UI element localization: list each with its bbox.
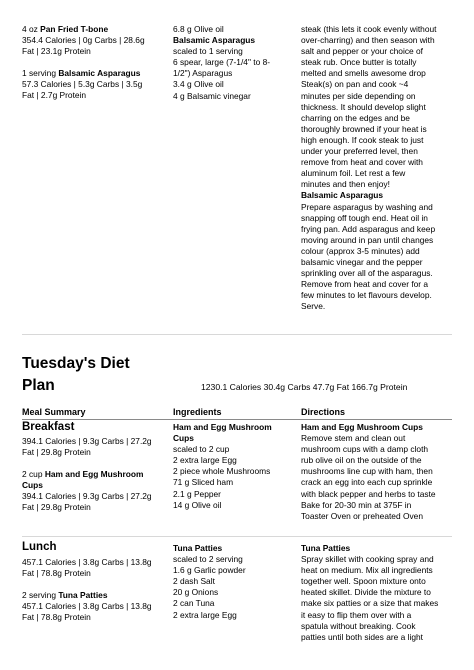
- bold-text: Balsamic Asparagus: [301, 190, 384, 201]
- plan-title-line-1: Tuesday's Diet: [22, 355, 130, 372]
- text-line: [173, 79, 298, 90]
- bold-text: Cups: [173, 433, 194, 444]
- text-line: [301, 565, 456, 576]
- text-line: [301, 113, 456, 124]
- text-line: [301, 246, 456, 257]
- breakfast-title: Breakfast: [22, 421, 75, 433]
- text-line: [22, 612, 172, 623]
- text-line: [301, 511, 456, 522]
- text-line: [301, 24, 456, 35]
- text-line: [173, 466, 298, 477]
- text-line: [301, 57, 456, 68]
- text: 4 oz: [22, 24, 41, 34]
- text-line: [173, 587, 298, 598]
- text: minutes per side depending on: [301, 90, 416, 101]
- text-line: [301, 257, 456, 268]
- text-line: [173, 57, 298, 68]
- text: Fat | 78.8g Protein: [22, 568, 91, 579]
- text-line: [22, 480, 172, 491]
- text-line: [301, 68, 456, 79]
- text: patties until both sides are a light: [301, 631, 423, 642]
- text: Prepare asparagus by washing and: [301, 201, 433, 212]
- text: 457.1 Calories | 3.8g Carbs | 13.8g: [22, 601, 152, 612]
- text-line: [173, 444, 298, 455]
- text: Fat | 2.7g Protein: [22, 90, 87, 101]
- text-line: [173, 455, 298, 466]
- bold-text: Balsamic Asparagus: [173, 35, 256, 46]
- text-line: [173, 543, 298, 554]
- text: Fat | 29.8g Protein: [22, 502, 91, 513]
- plan-title-line-2: Plan: [22, 377, 55, 394]
- text: 1 serving: [22, 68, 59, 79]
- text: 354.4 Calories | 0g Carbs | 28.6g: [22, 35, 145, 46]
- text: steak rub. Once butter is totally: [301, 57, 417, 68]
- text-line: [173, 68, 298, 79]
- text: 6.8 g Olive oil: [173, 24, 224, 34]
- text: 4 g Balsamic vinegar: [173, 90, 251, 101]
- prev-ingredients-column: [173, 24, 298, 102]
- text-line: [173, 500, 298, 511]
- text-line: [301, 279, 456, 290]
- breakfast-ingredients: [173, 422, 298, 511]
- text: 2 cup: [22, 469, 45, 480]
- text: thoroughly browned if your heat is: [301, 123, 427, 134]
- text-line: [173, 576, 298, 587]
- text: crack an egg into each cup sprinkle: [301, 477, 433, 488]
- bold-text: Ham and Egg Mushroom Cups: [301, 422, 423, 432]
- text-line: [301, 235, 456, 246]
- text: melted and smells awesome drop: [301, 68, 426, 79]
- text: with black pepper and herbs to taste: [301, 488, 436, 499]
- text-line: [301, 124, 456, 135]
- text: balsamic vinegar and the pepper: [301, 256, 423, 267]
- text-line: [301, 35, 456, 46]
- text: spatula without breaking. Cook: [301, 620, 416, 631]
- text-line: [22, 502, 172, 513]
- text-line: [301, 433, 456, 444]
- text: 20 g Onions: [173, 587, 219, 598]
- text-line: [301, 489, 456, 500]
- prev-meal-summary-column: [22, 24, 172, 102]
- bold-text: Tuna Patties: [301, 543, 351, 553]
- text: 2.1 g Pepper: [173, 488, 221, 499]
- text-line: [301, 179, 456, 190]
- text-line: [301, 168, 456, 179]
- text-line: [301, 190, 456, 201]
- text-line: [301, 146, 456, 157]
- text-line: [301, 444, 456, 455]
- text-line: [22, 46, 172, 57]
- text-line: [173, 554, 298, 565]
- text: scaled to 1 serving: [173, 46, 243, 57]
- text-line: [173, 24, 298, 35]
- text: 2 can Tuna: [173, 598, 215, 609]
- text: Fat | 29.8g Protein: [22, 447, 91, 458]
- text-line: [301, 621, 456, 632]
- text: snapping off tough end. Heat oil in: [301, 212, 428, 223]
- meal-divider: [22, 536, 452, 537]
- text-line: [301, 202, 456, 213]
- spacer: [22, 57, 172, 68]
- text: 57.3 Calories | 5.3g Carbs | 3.5g: [22, 79, 143, 90]
- text: Remove from heat and cover for a: [301, 279, 429, 290]
- text-line: [301, 554, 456, 565]
- text: heat on medium. Mix all ingredients: [301, 565, 433, 576]
- text: mushrooms line cup with ham, then: [301, 466, 433, 477]
- text: under your preferred level, then: [301, 146, 418, 157]
- text-line: [301, 466, 456, 477]
- text-line: [301, 477, 456, 488]
- text: 6 spear, large (7-1/4" to 8-: [173, 57, 271, 68]
- text-line: [173, 46, 298, 57]
- bold-text: Ham and Egg Mushroom: [44, 469, 144, 480]
- text-line: [301, 157, 456, 168]
- text-line: [22, 590, 172, 601]
- prev-directions-column: [301, 24, 456, 312]
- ingredients-header: Ingredients: [173, 407, 222, 417]
- bold-text: Tuna Patties: [173, 543, 223, 553]
- text: 394.1 Calories | 9.3g Carbs | 27.2g: [22, 436, 152, 446]
- directions-header: Directions: [301, 407, 346, 417]
- text: 2 extra large Egg: [173, 455, 237, 466]
- text-line: [301, 610, 456, 621]
- text: minutes and then enjoy!: [301, 179, 390, 190]
- text: heated skillet. Divide the mixture to: [301, 587, 431, 598]
- text: 457.1 Calories | 3.8g Carbs | 13.8g: [22, 557, 152, 567]
- lunch-title: Lunch: [22, 541, 57, 553]
- text-line: [301, 91, 456, 102]
- text-line: [301, 455, 456, 466]
- text-line: [173, 433, 298, 444]
- text-line: [22, 90, 172, 101]
- text: mushroom cups with a damp cloth: [301, 444, 429, 455]
- text-line: [22, 469, 172, 480]
- text: it easy to flip them over with a: [301, 609, 412, 620]
- text: thickness. It should develop slight: [301, 101, 426, 112]
- text-line: [301, 268, 456, 279]
- text-line: [173, 489, 298, 500]
- text: 2 serving: [22, 590, 59, 601]
- text: 2 dash Salt: [173, 576, 215, 587]
- bold-text: Balsamic Asparagus: [58, 68, 141, 79]
- text: scaled to 2 cup: [173, 444, 230, 455]
- breakfast-summary: [22, 436, 172, 514]
- text-line: [301, 500, 456, 511]
- text-line: [22, 79, 172, 90]
- section-divider: [22, 334, 452, 335]
- text-line: [22, 568, 172, 579]
- text: together well. Spoon mixture onto: [301, 576, 426, 587]
- text-line: [301, 543, 456, 554]
- text-line: [301, 135, 456, 146]
- text: Fat | 78.8g Protein: [22, 612, 91, 623]
- text-line: [173, 35, 298, 46]
- text-line: [173, 477, 298, 488]
- text-line: [22, 447, 172, 458]
- text-line: [22, 557, 172, 568]
- text: over-charring) and then season with: [301, 35, 435, 46]
- text-line: [173, 610, 298, 621]
- text: 14 g Olive oil: [173, 499, 222, 510]
- spacer: [22, 579, 172, 590]
- text: sprinkling over all of the asparagus.: [301, 268, 433, 279]
- text-line: [301, 79, 456, 90]
- bold-text: Pan Fried T-bone: [40, 24, 109, 34]
- text: aluminum foil. Let rest a few: [301, 168, 406, 179]
- lunch-ingredients: [173, 543, 298, 621]
- text: scaled to 2 serving: [173, 554, 243, 565]
- text: 2 extra large Egg: [173, 609, 237, 620]
- text: rub olive oil on the outside of the: [301, 455, 422, 466]
- text-line: [22, 436, 172, 447]
- text: 1.6 g Garlic powder: [173, 565, 246, 576]
- bold-text: Cups: [22, 480, 43, 491]
- text: 1/2") Asparagus: [173, 68, 233, 79]
- header-divider: [22, 419, 452, 420]
- text-line: [301, 422, 456, 433]
- breakfast-directions: [301, 422, 456, 522]
- text: Bake for 20-30 min at 375F in: [301, 499, 412, 510]
- text: few minutes to let flavours develop.: [301, 290, 432, 301]
- text: Spray skillet with cooking spray and: [301, 554, 434, 565]
- text-line: [301, 224, 456, 235]
- text: 3.4 g Olive oil: [173, 79, 224, 90]
- text-line: [22, 601, 172, 612]
- text: charring on the edges and be: [301, 112, 410, 123]
- spacer: [22, 458, 172, 469]
- text: salt and pepper or your choice of: [301, 46, 423, 57]
- text-line: [22, 35, 172, 46]
- text-line: [301, 632, 456, 643]
- text: 71 g Sliced ham: [173, 477, 234, 488]
- text: make six patties or a size that makes: [301, 598, 439, 609]
- text-line: [301, 587, 456, 598]
- text-line: [22, 24, 172, 35]
- lunch-summary: [22, 557, 172, 623]
- bold-text: Ham and Egg Mushroom: [173, 422, 272, 432]
- text-line: [301, 102, 456, 113]
- meal-summary-header: Meal Summary: [22, 407, 86, 417]
- text: 394.1 Calories | 9.3g Carbs | 27.2g: [22, 491, 152, 502]
- text: Steak(s) on pan and cook ~4: [301, 79, 409, 90]
- text-line: [301, 290, 456, 301]
- text-line: [173, 422, 298, 433]
- text: high enough. If cook steak to just: [301, 134, 424, 145]
- text-line: [22, 68, 172, 79]
- lunch-directions: [301, 543, 456, 643]
- text: Remove stem and clean out: [301, 433, 406, 444]
- text: 2 piece whole Mushrooms: [173, 466, 271, 477]
- text-line: [173, 565, 298, 576]
- text-line: [173, 598, 298, 609]
- text-line: [301, 46, 456, 57]
- text: steak (this lets it cook evenly without: [301, 24, 437, 34]
- text: Toaster Oven or preheated Oven: [301, 510, 423, 521]
- text: moving around in pan until changes: [301, 234, 434, 245]
- bold-text: Tuna Patties: [58, 590, 108, 601]
- text-line: [173, 91, 298, 102]
- text: Serve.: [301, 301, 326, 312]
- text: frying pan. Add asparagus and keep: [301, 223, 436, 234]
- text-line: [22, 491, 172, 502]
- text-line: [301, 576, 456, 587]
- plan-totals: 1230.1 Calories 30.4g Carbs 47.7g Fat 166.7g Protein: [201, 382, 408, 392]
- text-line: [301, 213, 456, 224]
- text: remove from heat and cover with: [301, 157, 423, 168]
- text: Fat | 23.1g Protein: [22, 46, 91, 57]
- text: colour (approx 3-5 minutes) add: [301, 245, 420, 256]
- text-line: [301, 598, 456, 609]
- text-line: [301, 301, 456, 312]
